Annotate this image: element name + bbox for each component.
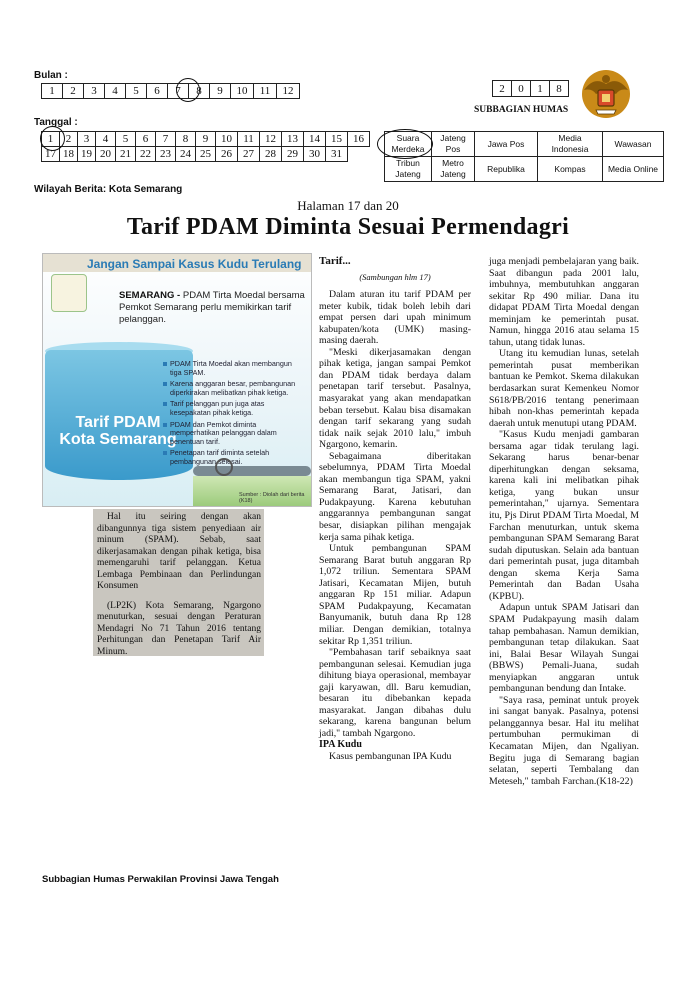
tank-label-line1: Tarif PDAM [75,414,161,431]
selected-month-circle [176,78,200,102]
newspaper-logo-icon [51,274,87,312]
bullet-item: Karena anggaran besar, pembangunan diperkirakan melibatkan pihak ketiga. [163,380,305,397]
date-cell: 17 [42,147,60,162]
month-cell: 8 [189,84,210,99]
date-cell: 3 [78,132,96,147]
continuation-heading: Tarif... [319,255,351,267]
date-cell: 12 [260,132,282,147]
date-grid [41,131,370,162]
date-cell: 30 [304,147,326,162]
month-cell: 12 [277,84,300,99]
date-cell: 22 [136,147,156,162]
paragraph: "Saya rasa, peminat untuk proyek ini sangat banyak. Pasalnya, potensi pelanggannya besar. Hal itu melihat pertumbuhan permukiman di Kecamatan Mijen, dan Ngaliyan. Begitu juga di Semarang bagian selatan, seperti Tembalang dan Meteseh," tambah Farchan.(K18-22) [489,694,639,787]
month-cell: 9 [210,84,231,99]
date-cell: 27 [238,147,260,162]
date-cell: 16 [348,132,370,147]
date-cell: 15 [326,132,348,147]
month-cell: 6 [147,84,168,99]
lead-paragraph-text [97,512,261,667]
wilayah-berita: Wilayah Berita: Kota Semarang [34,184,183,195]
media-cell: Jawa Pos [475,132,538,157]
tank-label-line2: Kota Semarang [59,431,177,448]
year-digit: 0 [512,81,531,97]
subheading: IPA Kudu [319,739,362,751]
date-cell: 8 [176,132,196,147]
paragraph: Adapun untuk SPAM Jatisari dan SPAM Pudakpayung masih dalam tahap pembahasan. Namun demikian, pembangunan tetap dilakukan. Saat ini, Balai Besar Wilayah Sungai (BBWS) Pemali-Juana, sudah menyiapkan anggaran untuk pembangunan bendung dan Intake. [489,602,639,695]
paragraph: "Meski dikerjasamakan dengan pihak ketiga, jangan sampai Pemkot dan PDAM tidak berdaya dalam penetapan tarif tersebut. Pasalnya, masyarakat yang akan mendapatkan beban tersebut. Kalau bisa disamakan dengan tarif sekarang yang sudah tidak naik sejak 2010 lalu," imbuh Ngargono, kemarin. [319,346,471,451]
date-cell: 7 [156,132,176,147]
month-grid [41,83,300,99]
paragraph: Utang itu kemudian lunas, setelah pemerintah pusat memberikan bantuan ke Pemkot. Skema dilakukan berdasarkan surat Kemenkeu Nomor S618/PB/2016 tentang penerimaan hibah non-khas pemerintah kepada daerah untuk menutupi utang PDAM. [489,348,639,429]
date-cell: 11 [238,132,260,147]
bullet-item: PDAM Tirta Moedal akan membangun tiga SPAM. [163,360,305,377]
bullet-item: PDAM dan Pemkot diminta memperhatikan pelanggan dalam penentuan tarif. [163,421,305,447]
valve-icon [215,458,233,476]
month-cell: 10 [231,84,254,99]
paragraph: "Pembahasan tarif sebaiknya saat pembangunan selesai. Kemudian juga dihitung biaya operasional, membayar gaji karyawan, dll. Baru kemudian, besaran itu dibebankan kepada masyarakat. Jangan dibahas dulu sekarang, karena bangunan belum jadi," tambah Ngargono. [319,647,471,739]
date-cell: 4 [96,132,116,147]
month-cell: 11 [254,84,277,99]
bulan-label: Bulan : [34,70,68,81]
infographic-bullets [163,360,305,470]
date-cell: 31 [326,147,348,162]
date-cell: 20 [96,147,116,162]
media-cell: Kompas [538,157,603,182]
date-cell: 10 [216,132,238,147]
date-cell: 19 [78,147,96,162]
month-cell: 5 [126,84,147,99]
agency-label: SUBBAGIAN HUMAS [474,105,569,115]
paragraph: "Kasus Kudu menjadi gambaran bersama agar tidak terulang lagi. Sekarang harus benar-benar diperhitungkan dengan seksama, karena kali ini melibatkan pihak ketiga, yang bukan unsur pemerintahan," ujarnya. Sementara itu, Pjs Dirut PDAM Tirta Moedal, M Farchan menuturkan, untuk skema pembangunan SPAM Semarang Barat sudah diputuskan. Selain ada bantuan dari pemerintah pusat, juga ditambah dengan skema Kerja Sama Pemerintah dan Badan Usaha (KPBU). [489,429,639,602]
bullet-item: Penetapan tarif diminta setelah pembangunan selesai. [163,449,305,466]
bullet-item: Tarif pelanggan pun juga atas kesepakatan pihak ketiga. [163,400,305,417]
date-cell: 5 [116,132,136,147]
paragraph: Untuk pembangunan SPAM Semarang Barat butuh anggaran Rp 1,072 triliun. Sementara SPAM Jatisari, Kecamatan Mijen, butuh anggaran Rp 151 miliar. Adapun SPAM Pudakpayung, Kecamatan Banyumanik, butuh dana Rp 128 miliar. Dengan demikian, totalnya sekitar Rp 1,351 triliun. [319,543,471,647]
date-cell: 24 [176,147,196,162]
date-cell: 18 [60,147,78,162]
lead-text: PDAM Tirta Moedal bersama Pemkot Semarang perlu memikirkan tarif pelanggan. [119,290,305,325]
media-cell: Suara Merdeka [385,132,432,157]
media-cell: Media Online [603,157,664,182]
date-cell: 28 [260,147,282,162]
media-cell: Jateng Pos [432,132,475,157]
infographic [42,253,312,507]
date-cell: 9 [196,132,216,147]
box-paragraph: (LP2K) Kota Semarang, Ngargono menuturkan, sesuai dengan Peraturan Mendagri No 71 Tahun 2016 tentang Perhitungan dan Penetapan Tarif Air Minum. [97,600,261,658]
footer-agency: Subbagian Humas Perwakilan Provinsi Jawa Tengah [42,874,279,885]
year-digit: 2 [493,81,512,97]
date-cell: 14 [304,132,326,147]
paragraph: Sebagaimana diberitakan sebelumnya, PDAM Tirta Moedal akan membangun tiga SPAM, yakni Semarang Barat, Jatisari, dan Pudakpayung. Karena kebutuhan anggarannya pembangunan sangat besar, disiapkan pilihan mengajak kerja sama pihak ketiga. [319,450,471,543]
infographic-lead [119,290,309,326]
month-cell: 2 [63,84,84,99]
selected-media-circle [377,129,433,159]
infographic-source: Sumber : Diolah dari berita (K18) [239,492,305,504]
article-column-1 [319,256,471,763]
pipe-icon [193,466,311,476]
year-grid [492,80,569,97]
date-cell: 29 [282,147,304,162]
lead-city: SEMARANG - [119,290,181,301]
media-cell: Wawasan [603,132,664,157]
paragraph: Kasus pembangunan IPA Kudu [329,750,452,762]
article-column-2 [489,256,639,787]
month-cell: 4 [105,84,126,99]
selected-date-circle [40,126,65,151]
year-digit: 8 [550,81,569,97]
tanggal-label: Tanggal : [34,117,78,128]
box-paragraph: Hal itu seiring dengan akan dibangunnya tiga sistem penyediaan air minum (SPAM). Sebab, saat dikerjasamakan dengan pihak ketiga, bisa memengaruhi tarif pelanggan. Ketua Lembaga Pembinaan dan Perlindungan Konsumen [97,512,261,592]
month-cell: 3 [84,84,105,99]
media-cell: Tribun Jateng [385,157,432,182]
date-cell: 26 [216,147,238,162]
date-cell: 1 [42,132,60,147]
paragraph: juga menjadi pembelajaran yang baik. Saat dibangun pada 2001 lalu, imbuhnya, membutuhkan anggaran sekitar Rp 490 miliar. Dana itu didapat PDAM Tirta Moedal dengan meminjam ke pemerintah pusat. Namun, hingga 2016 atau selama 15 tahun, utang tidak lunas. [489,256,639,348]
page-reference: Halaman 17 dan 20 [297,198,399,213]
infographic-title: Jangan Sampai Kasus Kudu Terulang [87,257,302,271]
date-cell: 21 [116,147,136,162]
media-cell: Media Indonesia [538,132,603,157]
date-cell: 25 [196,147,216,162]
article-headline: Tarif PDAM Diminta Sesuai Permendagri [126,214,570,240]
continuation-note: (Sambungan hlm 17) [359,271,431,282]
month-cell: 1 [42,84,63,99]
media-cell: Republika [475,157,538,182]
garuda-emblem-icon [580,68,632,120]
media-cell: Metro Jateng [432,157,475,182]
month-cell: 7 [168,84,189,99]
date-cell-empty [348,147,370,162]
paragraph: Dalam aturan itu tarif PDAM per meter kubik, tidak boleh lebih dari empat persen dari upah minimum kabupaten/kota (UMK) masing-masing daerah. [319,289,471,347]
date-cell: 6 [136,132,156,147]
year-digit: 1 [531,81,550,97]
date-cell: 13 [282,132,304,147]
date-cell: 2 [60,132,78,147]
date-cell: 23 [156,147,176,162]
